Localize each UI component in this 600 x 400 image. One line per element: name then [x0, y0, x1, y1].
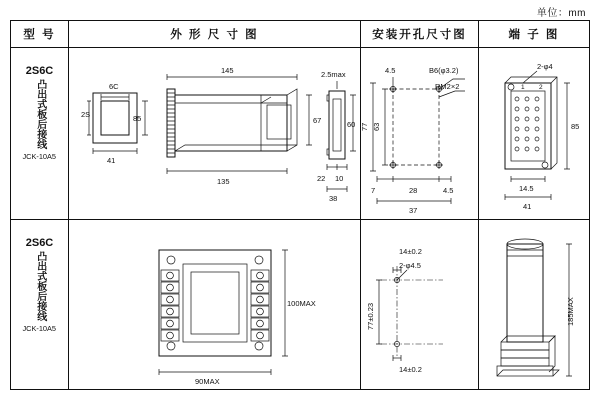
- svg-text:6C: 6C: [109, 82, 119, 91]
- model-sub-row2: JCK-10A5: [22, 324, 57, 334]
- svg-text:1: 1: [521, 84, 525, 91]
- svg-text:60: 60: [347, 120, 356, 129]
- cutout-drawing-row2: [363, 226, 477, 388]
- cutout-drawing-row1: [360, 53, 477, 215]
- svg-text:B6(φ3.2): B6(φ3.2): [429, 66, 459, 75]
- header-terminal: 端 子 图: [508, 29, 560, 41]
- svg-text:41: 41: [107, 156, 116, 165]
- svg-text:28: 28: [409, 186, 418, 195]
- svg-text:14.5: 14.5: [519, 184, 534, 193]
- svg-text:14±0.2: 14±0.2: [399, 365, 422, 374]
- svg-text:63: 63: [372, 122, 381, 131]
- svg-text:2: 2: [539, 84, 543, 91]
- svg-text:185MAX: 185MAX: [566, 297, 575, 326]
- svg-text:85: 85: [133, 114, 142, 123]
- col-divider-2: [360, 21, 361, 389]
- col-divider-3: [478, 21, 479, 389]
- svg-text:41: 41: [523, 202, 532, 211]
- spec-table: [10, 20, 590, 390]
- model-cell-row1: [11, 65, 68, 162]
- model-cell-row2: [11, 237, 68, 334]
- header-outline: 外 形 尺 寸 图: [170, 29, 259, 41]
- svg-text:85: 85: [571, 122, 580, 131]
- svg-text:2-φ4: 2-φ4: [537, 62, 553, 71]
- outline-drawing-row2: [71, 226, 359, 388]
- model-code-row1: 2S6C: [25, 65, 54, 77]
- svg-text:2.5max: 2.5max: [321, 70, 346, 79]
- model-sub-row1: JCK-10A5: [22, 152, 57, 162]
- svg-text:77±0.23: 77±0.23: [366, 302, 375, 330]
- row-divider: [11, 219, 589, 220]
- svg-text:145: 145: [221, 66, 234, 75]
- model-desc-row1: 凸出式板后接线: [34, 79, 46, 150]
- svg-text:37: 37: [409, 206, 418, 215]
- unit-note: 单位：mm: [536, 8, 586, 19]
- svg-text:4.5: 4.5: [385, 66, 396, 75]
- svg-text:135: 135: [217, 177, 230, 186]
- svg-text:RM2×2: RM2×2: [435, 82, 460, 91]
- svg-text:67: 67: [313, 116, 322, 125]
- model-desc-row2: 凸出式板后接线: [34, 251, 46, 322]
- header-model: 型 号: [23, 29, 56, 41]
- svg-text:22: 22: [317, 174, 326, 183]
- model-code-row2: 2S6C: [25, 237, 54, 249]
- svg-text:77: 77: [360, 122, 369, 131]
- svg-text:7: 7: [371, 186, 376, 195]
- svg-text:90MAX: 90MAX: [195, 377, 220, 386]
- terminal-drawing-row2: [481, 226, 587, 388]
- header-panel-cutout: 安装开孔尺寸图: [372, 29, 467, 41]
- terminal-drawing-row1: [481, 53, 587, 213]
- header-divider: [11, 47, 589, 48]
- svg-text:10: 10: [335, 174, 344, 183]
- svg-text:14±0.2: 14±0.2: [399, 247, 422, 256]
- svg-text:100MAX: 100MAX: [287, 299, 316, 308]
- svg-text:2S: 2S: [81, 110, 91, 119]
- col-divider-1: [68, 21, 69, 389]
- svg-text:2-φ4.5: 2-φ4.5: [399, 261, 421, 270]
- svg-text:4.5: 4.5: [443, 186, 454, 195]
- outline-drawing-row1: [71, 51, 359, 217]
- svg-text:38: 38: [329, 194, 338, 203]
